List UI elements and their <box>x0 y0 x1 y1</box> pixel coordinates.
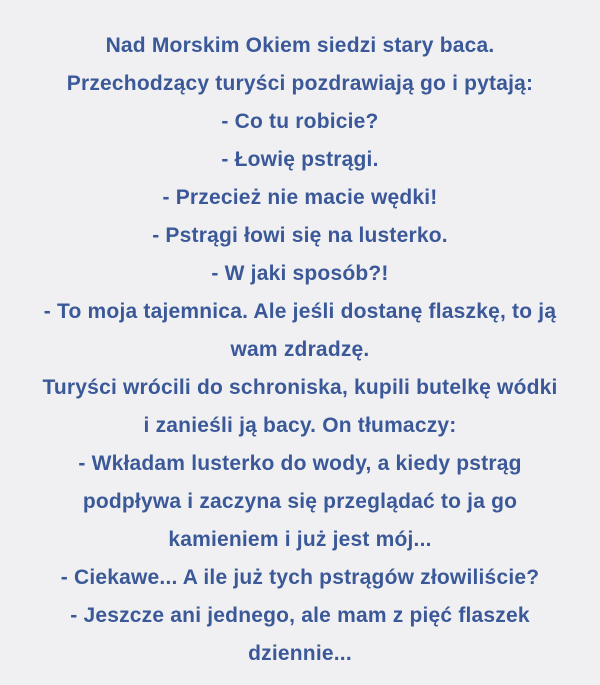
joke-line: wam zdradzę. <box>230 338 370 361</box>
joke-line: - Ciekawe... A ile już tych pstrągów złowiliście? <box>60 566 540 589</box>
joke-line: dziennie... <box>248 642 352 665</box>
joke-line: podpływa i zaczyna się przeglądać to ja go <box>82 490 518 513</box>
joke-line: i zanieśli ją bacy. On tłumaczy: <box>143 414 457 437</box>
joke-line: - Wkładam lusterko do wody, a kiedy pstrąg <box>78 452 522 475</box>
joke-line: - Przecież nie macie wędki! <box>162 186 438 209</box>
joke-line: - Łowię pstrągi. <box>221 148 379 171</box>
joke-line: Przechodzący turyści pozdrawiają go i pytają: <box>66 72 534 95</box>
joke-line: Nad Morskim Okiem siedzi stary baca. <box>105 34 495 57</box>
joke-line: Turyści wrócili do schroniska, kupili butelkę wódki <box>42 376 558 399</box>
joke-line: - Co tu robicie? <box>221 110 379 133</box>
joke-line: kamieniem i już jest mój... <box>168 528 432 551</box>
joke-line: - Pstrągi łowi się na lusterko. <box>152 224 448 247</box>
joke-line: - W jaki sposób?! <box>211 262 389 285</box>
joke-line: - Jeszcze ani jednego, ale mam z pięć flaszek <box>70 604 530 627</box>
joke-line: - To moja tajemnica. Ale jeśli dostanę flaszkę, to ją <box>43 300 557 323</box>
